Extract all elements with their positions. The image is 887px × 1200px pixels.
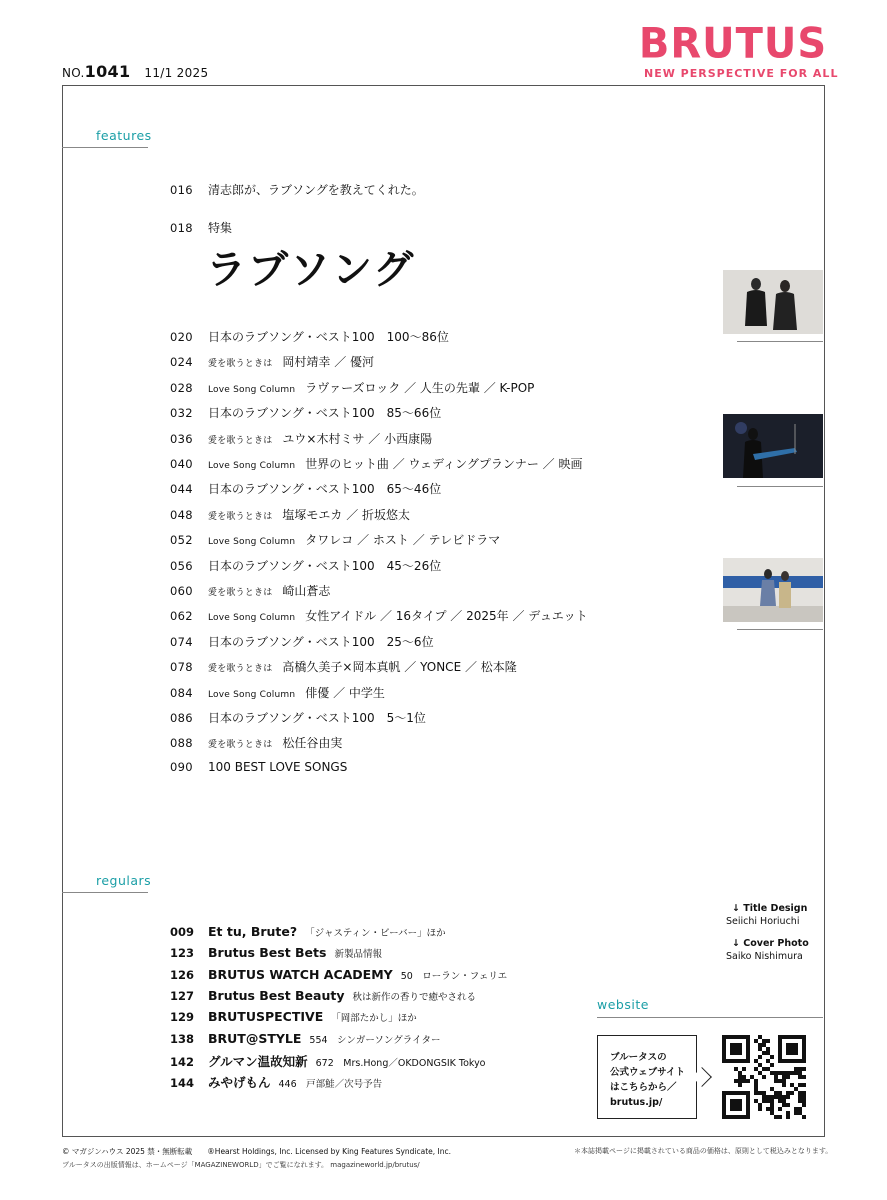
- feature-special[interactable]: [170, 219, 232, 236]
- feature-row[interactable]: [170, 379, 534, 396]
- feature-text: 女性アイドル ／ 16タイプ ／ 2025年 ／ デュエット: [305, 609, 588, 624]
- thumbnail-wall-duo: [723, 558, 823, 622]
- special-tag: 特集: [208, 221, 233, 235]
- regular-title: Et tu, Brute?: [208, 924, 298, 939]
- regular-title: グルマン温故知新: [208, 1053, 308, 1069]
- feature-intro[interactable]: [170, 181, 424, 198]
- feature-category: Love Song Column: [208, 613, 296, 624]
- page-number: 090: [170, 759, 193, 774]
- page-number: 040: [170, 457, 193, 471]
- feature-text: 俳優 ／ 中学生: [305, 685, 385, 700]
- feature-row[interactable]: [170, 480, 441, 497]
- footer-price-note: ＊本誌掲載ページに掲載されている商品の価格は、原則として税込みとなります。: [574, 1147, 833, 1155]
- page-number: 127: [170, 988, 195, 1003]
- page-number: 138: [170, 1031, 195, 1046]
- regular-title: Brutus Best Beauty: [208, 987, 345, 1003]
- qr-code-image: [722, 1035, 806, 1119]
- page-number: 129: [170, 1010, 195, 1025]
- regular-subtitle: 672 Mrs.Hong／OKDONGSIK Tokyo: [315, 1057, 486, 1069]
- credit-title-design: [732, 902, 807, 915]
- feature-text: 100 BEST LOVE SONGS: [208, 759, 348, 774]
- regular-row[interactable]: [170, 1073, 382, 1091]
- photo-wall-image: [723, 558, 823, 622]
- regular-row[interactable]: [170, 967, 507, 982]
- logo-text: BRUTUS: [638, 19, 828, 69]
- issue-number: 1041: [84, 62, 131, 81]
- feature-row[interactable]: [170, 734, 342, 751]
- feature-text: 日本のラブソング・ベスト100 5〜1位: [208, 711, 426, 725]
- page-number: 018: [170, 221, 193, 235]
- feature-category: Love Song Column: [208, 384, 296, 395]
- page-number: 088: [170, 736, 193, 751]
- regular-row[interactable]: [170, 1031, 440, 1046]
- regular-title: Brutus Best Bets: [208, 945, 327, 961]
- page-number: 020: [170, 330, 193, 344]
- regular-title: BRUT@STYLE: [208, 1030, 302, 1046]
- photo-live-image: [723, 414, 823, 478]
- feature-category: 愛を歌うときは: [208, 359, 273, 370]
- website-rule: [597, 1017, 823, 1018]
- feature-row[interactable]: [170, 506, 410, 523]
- feature-category: 愛を歌うときは: [208, 740, 273, 751]
- page-number: 060: [170, 584, 193, 598]
- page-number: 044: [170, 482, 193, 497]
- page-number: 123: [170, 946, 195, 961]
- page-number: 052: [170, 533, 193, 548]
- regular-subtitle: 50 ローラン・フェリエ: [400, 970, 508, 982]
- feature-row[interactable]: [170, 455, 582, 472]
- feature-text: 松任谷由実: [282, 736, 343, 751]
- bubble-line: ブルータスの: [610, 1052, 667, 1063]
- feature-text: 日本のラブソング・ベスト100 65〜46位: [208, 482, 442, 497]
- regular-subtitle: 「岡部たかし」ほか: [331, 1013, 417, 1025]
- feature-text: 高橋久美子×岡本真帆 ／ YONCE ／ 松本隆: [282, 660, 517, 675]
- credit-cover-photo: [732, 937, 809, 950]
- features-label: features: [96, 128, 152, 143]
- credit-title-design-name: Seiichi Horiuchi: [726, 916, 800, 927]
- feature-text: 世界のヒット曲 ／ ウェディングプランナー ／ 映画: [305, 457, 583, 471]
- brutus-logo: [638, 20, 828, 68]
- regular-title: BRUTUSPECTIVE: [208, 1009, 324, 1025]
- bubble-line: brutus.jp/: [610, 1097, 663, 1108]
- website-label: website: [597, 997, 649, 1012]
- feature-text: 塩塚モエカ ／ 折坂悠太: [282, 507, 411, 522]
- regular-title: BRUTUS WATCH ACADEMY: [208, 966, 393, 982]
- feature-text: ユウ×木村ミサ ／ 小西康陽: [282, 431, 433, 446]
- page-number: 009: [170, 925, 195, 939]
- thumbnail-rule: [737, 486, 823, 487]
- regulars-label: regulars: [96, 873, 152, 888]
- feature-row[interactable]: [170, 658, 517, 675]
- feature-row[interactable]: [170, 353, 374, 370]
- issue-label: NO.: [62, 66, 85, 80]
- special-title: ラブソング: [206, 247, 416, 293]
- photo-duo-image: [723, 270, 823, 334]
- feature-category: Love Song Column: [208, 689, 296, 700]
- page-number: 036: [170, 431, 193, 446]
- regular-subtitle: 新製品情報: [334, 949, 382, 961]
- page-number: 056: [170, 558, 193, 573]
- feature-row[interactable]: [170, 607, 588, 624]
- regular-subtitle: 554 シンガーソングライター: [309, 1034, 441, 1046]
- feature-row[interactable]: [170, 709, 426, 726]
- feature-row[interactable]: [170, 557, 441, 574]
- feature-row[interactable]: [170, 633, 434, 650]
- page-number: 062: [170, 609, 193, 624]
- bubble-line: はこちらから／: [610, 1082, 677, 1093]
- feature-row[interactable]: [170, 531, 500, 548]
- feature-category: 愛を歌うときは: [208, 664, 273, 675]
- feature-row[interactable]: [170, 328, 449, 345]
- features-rule: [62, 147, 148, 148]
- regular-subtitle: 「ジャスティン・ビーバー」ほか: [305, 928, 446, 939]
- feature-text: タワレコ ／ ホスト ／ テレビドラマ: [305, 533, 501, 548]
- feature-row[interactable]: [170, 760, 347, 774]
- regular-row[interactable]: [170, 945, 382, 960]
- feature-text: 日本のラブソング・ベスト100 25〜6位: [208, 634, 434, 649]
- page-number: 028: [170, 380, 193, 395]
- page-number: 142: [170, 1054, 195, 1069]
- thumbnail-rule: [737, 341, 823, 342]
- credit-label: ↓ Title Design: [732, 903, 808, 914]
- feature-category: 愛を歌うときは: [208, 588, 273, 598]
- feature-text: ラヴァーズロック ／ 人生の先輩 ／ K-POP: [305, 380, 535, 395]
- feature-text: 日本のラブソング・ベスト100 100〜86位: [208, 330, 449, 344]
- page-number: 078: [170, 660, 193, 675]
- regular-row[interactable]: [170, 1052, 486, 1070]
- feature-category: Love Song Column: [208, 461, 296, 471]
- page-number: 016: [170, 183, 193, 197]
- page-number: 048: [170, 507, 193, 522]
- feature-text: 崎山蒼志: [282, 584, 331, 598]
- qr-code[interactable]: [722, 1035, 806, 1119]
- feature-row[interactable]: [170, 430, 432, 447]
- feature-text: 岡村靖幸 ／ 優河: [282, 355, 375, 370]
- website-bubble[interactable]: [597, 1035, 697, 1119]
- page-number: 032: [170, 406, 193, 421]
- feature-category: 愛を歌うときは: [208, 435, 273, 446]
- regular-row[interactable]: [170, 988, 476, 1003]
- regular-subtitle: 446 戸部鮭／次号予告: [278, 1079, 383, 1091]
- bubble-line: 公式ウェブサイト: [610, 1067, 685, 1078]
- regular-subtitle: 秋は新作の香りで癒やされる: [352, 991, 477, 1003]
- credit-label: ↓ Cover Photo: [732, 938, 809, 949]
- page-number: 126: [170, 967, 195, 982]
- tagline: NEW PERSPECTIVE FOR ALL: [644, 67, 839, 80]
- page-number: 084: [170, 685, 193, 700]
- regular-row[interactable]: [170, 924, 446, 939]
- feature-text: 日本のラブソング・ベスト100 85〜66位: [208, 406, 442, 421]
- thumbnail-rule: [737, 629, 823, 630]
- footer-publishing-info: ブルータスの出版情報は、ホームページ「MAGAZINEWORLD」でご覧になれます。 magazineworld.jp/brutus/: [62, 1161, 420, 1169]
- page-number: 086: [170, 711, 193, 725]
- feature-row[interactable]: [170, 684, 385, 701]
- feature-row[interactable]: [170, 404, 441, 421]
- thumbnail-live-performance: [723, 414, 823, 478]
- thumbnail-duo-portrait: [723, 270, 823, 334]
- regular-title: みやげもん: [208, 1075, 271, 1091]
- feature-category: Love Song Column: [208, 537, 296, 548]
- feature-text: 清志郎が、ラブソングを教えてくれた。: [208, 183, 424, 197]
- page-number: 144: [170, 1076, 195, 1091]
- feature-text: 日本のラブソング・ベスト100 45〜26位: [208, 558, 442, 573]
- page-number: 024: [170, 355, 193, 370]
- footer-copyright: © マガジンハウス 2025 禁・無断転載 ®Hearst Holdings, Inc. Licensed by King Features Syndicate, Inc.: [62, 1147, 452, 1156]
- regulars-rule: [62, 892, 148, 893]
- credit-cover-photo-name: Saiko Nishimura: [726, 951, 803, 962]
- feature-category: 愛を歌うときは: [208, 511, 273, 522]
- issue-date: 11/1 2025: [144, 66, 209, 80]
- page-number: 074: [170, 634, 193, 649]
- regular-row[interactable]: [170, 1009, 417, 1024]
- issue-info: [62, 62, 208, 81]
- feature-row[interactable]: [170, 582, 330, 599]
